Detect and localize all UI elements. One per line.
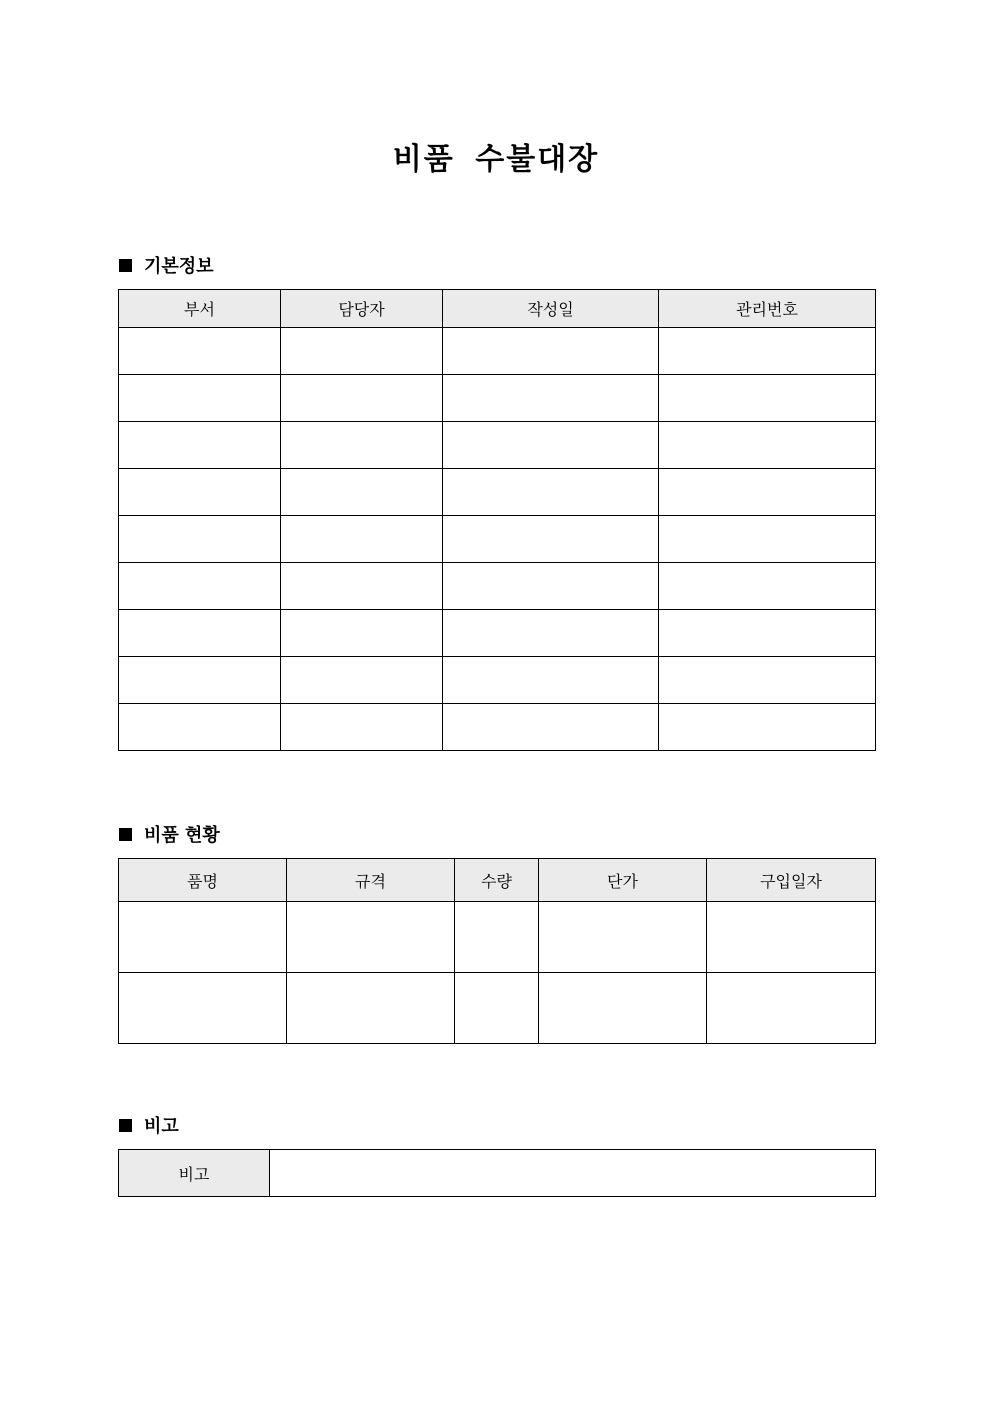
table-cell[interactable] [119, 375, 281, 422]
table-cell[interactable] [281, 375, 443, 422]
column-header-unit-price: 단가 [539, 859, 707, 902]
table-cell[interactable] [281, 704, 443, 751]
section-heading-label: 비고 [144, 1116, 179, 1137]
table-cell[interactable] [119, 516, 281, 563]
section-heading-equipment-status [119, 822, 220, 846]
column-header-purchase-date: 구입일자 [707, 859, 876, 902]
square-bullet-icon [119, 1119, 132, 1132]
table-row [119, 1150, 876, 1197]
table-cell[interactable] [659, 563, 876, 610]
table-cell[interactable] [659, 610, 876, 657]
equipment-status-table [118, 858, 876, 1044]
table-header-row [119, 290, 876, 328]
table-cell[interactable] [455, 902, 539, 973]
column-header-item-name: 품명 [119, 859, 287, 902]
table-cell[interactable] [443, 657, 659, 704]
square-bullet-icon [119, 259, 132, 272]
table-cell[interactable] [443, 704, 659, 751]
table-cell[interactable] [119, 902, 287, 973]
table-cell[interactable] [119, 422, 281, 469]
basic-info-table [118, 289, 876, 751]
table-cell[interactable] [281, 422, 443, 469]
table-cell[interactable] [287, 902, 455, 973]
table-cell[interactable] [119, 657, 281, 704]
table-cell[interactable] [443, 328, 659, 375]
section-heading-label: 기본정보 [144, 256, 214, 277]
table-row [119, 610, 876, 657]
table-cell[interactable] [281, 657, 443, 704]
table-cell[interactable] [281, 469, 443, 516]
table-cell[interactable] [281, 563, 443, 610]
table-cell[interactable] [707, 902, 876, 973]
table-cell[interactable] [659, 657, 876, 704]
table-cell[interactable] [281, 328, 443, 375]
table-row [119, 902, 876, 973]
table-row [119, 563, 876, 610]
table-cell[interactable] [119, 704, 281, 751]
table-cell[interactable] [659, 328, 876, 375]
table-cell[interactable] [455, 973, 539, 1044]
section-heading-remarks [119, 1113, 179, 1137]
table-cell[interactable] [707, 973, 876, 1044]
table-cell[interactable] [659, 704, 876, 751]
table-cell[interactable] [443, 469, 659, 516]
column-header-date-written: 작성일 [443, 290, 659, 328]
table-cell[interactable] [443, 563, 659, 610]
table-row [119, 973, 876, 1044]
table-cell[interactable] [119, 973, 287, 1044]
table-cell[interactable] [119, 610, 281, 657]
remarks-field[interactable] [270, 1150, 876, 1197]
table-row [119, 657, 876, 704]
table-cell[interactable] [287, 973, 455, 1044]
column-header-department: 부서 [119, 290, 281, 328]
document-title: 비품 수불대장 [392, 142, 600, 177]
table-row [119, 469, 876, 516]
table-cell[interactable] [659, 375, 876, 422]
table-cell[interactable] [119, 328, 281, 375]
section-heading-basic-info [119, 253, 214, 277]
table-cell[interactable] [443, 610, 659, 657]
remarks-label: 비고 [119, 1150, 270, 1197]
table-cell[interactable] [539, 902, 707, 973]
table-cell[interactable] [119, 563, 281, 610]
table-cell[interactable] [659, 469, 876, 516]
column-header-manager: 담당자 [281, 290, 443, 328]
table-cell[interactable] [659, 422, 876, 469]
column-header-quantity: 수량 [455, 859, 539, 902]
column-header-management-number: 관리번호 [659, 290, 876, 328]
table-cell[interactable] [659, 516, 876, 563]
table-cell[interactable] [281, 516, 443, 563]
table-row [119, 422, 876, 469]
table-row [119, 516, 876, 563]
table-cell[interactable] [281, 610, 443, 657]
table-row [119, 328, 876, 375]
square-bullet-icon [119, 828, 132, 841]
table-row [119, 704, 876, 751]
table-cell[interactable] [443, 422, 659, 469]
section-heading-label: 비품 현황 [144, 825, 220, 846]
table-cell[interactable] [443, 375, 659, 422]
column-header-specification: 규격 [287, 859, 455, 902]
table-cell[interactable] [119, 469, 281, 516]
table-cell[interactable] [443, 516, 659, 563]
remarks-table [118, 1149, 876, 1197]
table-header-row [119, 859, 876, 902]
table-cell[interactable] [539, 973, 707, 1044]
table-row [119, 375, 876, 422]
